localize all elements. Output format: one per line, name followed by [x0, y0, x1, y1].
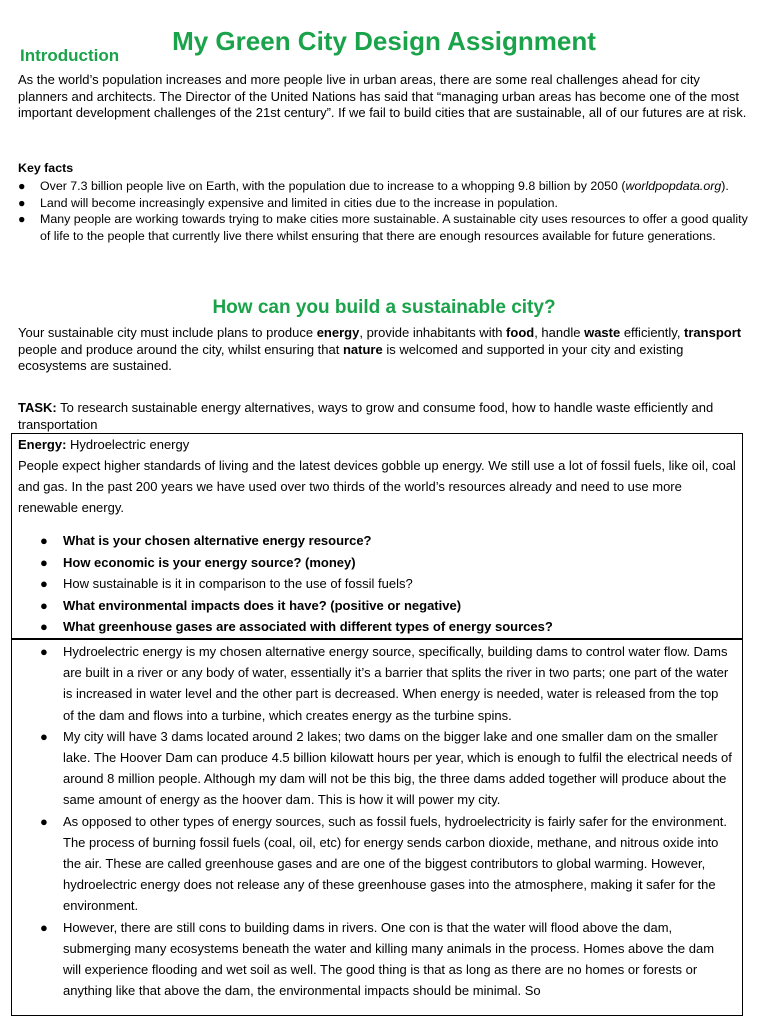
list-item — [18, 616, 736, 638]
list-item — [18, 811, 732, 917]
bullet-icon: ● — [18, 195, 26, 210]
task-label: TASK: — [18, 400, 57, 415]
bullet-icon: ● — [40, 576, 48, 591]
key-fact-after: ). — [721, 179, 729, 193]
energy-paragraph: People expect higher standards of living and the latest devices gobble up energy. We still use a lot of fossil fuels, like oil, coal and gas. In the past 200 years we have used over two thirds of the world’s resources already and need to use more renewable energy. — [18, 458, 736, 515]
bullet-icon: ● — [40, 813, 48, 829]
energy-label: Energy: — [18, 437, 67, 452]
bullet-icon: ● — [40, 728, 48, 744]
task-text: To research sustainable energy alternatives, ways to grow and consume food, how to handle waste efficiently and transportation — [18, 400, 714, 432]
question-text: What is your chosen alternative energy resource? — [63, 533, 372, 548]
list-item — [18, 178, 748, 195]
bullet-icon: ● — [40, 644, 48, 659]
answers-list — [18, 641, 732, 1001]
task-paragraph — [18, 400, 753, 433]
answer-text: My city will have 3 dams located around 2 lakes; two dams on the bigger lake and one smaller dam on the smaller lake. The Hoover Dam can produce 4.5 billion kilowatt hours per year, which is enough to fulfil the electrical needs of around 8 million people. Although my dam will not be this big, the three dams added together will produce about the same amount of energy as the hoover dam. This is how it will power my city. — [63, 728, 732, 808]
answer-text: Hydroelectric energy is my chosen alternative energy source, specifically, building dams to control water flow. Dams are built in a river or any body of water, essentially it’s a barrier that splits the river in two parts; one part of the water is increased in water level and the other part is decreased. When energy is needed, water is released from the top of the dam and flows into a turbine, which creates energy as the turbine spins. — [63, 644, 729, 723]
list-item — [18, 726, 732, 811]
keyword-energy: energy — [316, 325, 360, 340]
key-fact-text: Land will become increasingly expensive and limited in cities due to the increase in population. — [40, 195, 558, 210]
text-segment: people and produce around the city, whilst ensuring that — [18, 341, 343, 357]
list-item — [18, 595, 736, 617]
bullet-icon: ● — [18, 179, 26, 193]
list-item — [18, 573, 736, 595]
bullet-icon: ● — [40, 554, 48, 570]
section-heading: How can you build a sustainable city? — [212, 297, 556, 318]
keyword-nature: nature — [342, 341, 383, 357]
text-segment: , handle — [534, 325, 585, 340]
energy-questions-list — [18, 530, 736, 638]
question-text: What environmental impacts does it have? (positive or negative) — [63, 597, 462, 613]
keyword-waste: waste — [584, 325, 621, 340]
list-item — [18, 641, 732, 726]
energy-topic-text: Hydroelectric energy — [66, 437, 190, 452]
text-segment: , provide inhabitants with — [359, 325, 507, 340]
keyword-transport: transport — [684, 325, 742, 340]
list-item — [18, 917, 732, 1002]
list-item — [18, 530, 736, 552]
key-fact-text: Many people are working towards trying to make cities more sustainable. A sustainable city uses resources to offer a good quality of life to the people that currently live there whilst ensuring that there are enough resources available for future generations. — [40, 212, 748, 243]
list-item — [18, 552, 736, 574]
text-segment: is welcomed and supported in your city and existing ecosystems are sustained. — [18, 341, 684, 373]
energy-topic — [18, 434, 736, 455]
question-text: What greenhouse gases are associated with different types of energy sources? — [63, 619, 553, 634]
bullet-icon: ● — [40, 919, 48, 935]
question-text: How sustainable is it in comparison to the use of fossil fuels? — [63, 576, 413, 591]
question-text: How economic is your energy source? (money) — [63, 554, 356, 570]
key-fact-source: worldpopdata.org — [625, 179, 722, 193]
text-segment: efficiently, — [620, 325, 685, 340]
energy-box — [11, 433, 743, 640]
bullet-icon: ● — [40, 597, 48, 613]
answer-box — [11, 638, 743, 1016]
answer-text: However, there are still cons to building dams in rivers. One con is that the water will flood above the dam, submerging many ecosystems beneath the water and killing many animals in the process. Homes above the dam will experience flooding and wet soil as well. The good thing is that as long as there are no homes or forests or anything like that above the dam, the environmental impacts should be minimal. So — [63, 919, 715, 999]
bullet-icon: ● — [40, 533, 48, 548]
key-fact-text: Over 7.3 billion people live on Earth, with the population due to increase to a whopping 9.8 billion by 2050 ( — [40, 179, 626, 193]
list-item — [18, 211, 748, 244]
bullet-icon: ● — [40, 619, 48, 634]
text-segment: Your sustainable city must include plans to produce — [18, 325, 317, 340]
introduction-heading: Introduction — [20, 46, 120, 65]
list-item — [18, 195, 748, 212]
intro-paragraph: As the world’s population increases and more people live in urban areas, there are some real challenges ahead for city planners and architects. The Director of the United Nations has said that “managing urban areas has become one of the most important development challenges of the 21st century”. If we fail to build cities that are sustainable, all of our futures are at risk. — [18, 72, 747, 120]
key-facts-label: Key facts — [18, 161, 74, 175]
answer-text: As opposed to other types of energy sources, such as fossil fuels, hydroelectricity is fairly safer for the environment. The process of burning fossil fuels (coal, oil, etc) for energy sends carbon dioxide, methane, and nitrous oxide into the air. These are called greenhouse gases and are one of the biggest contributors to global warming. However, hydroelectric energy does not release any of these greenhouse gases into the atmosphere, making it safer for the environment. — [63, 813, 728, 914]
sustainable-city-paragraph — [18, 325, 753, 375]
keyword-food: food — [506, 325, 535, 340]
page-title: My Green City Design Assignment — [172, 26, 596, 56]
key-facts-list — [18, 178, 748, 244]
bullet-icon: ● — [18, 212, 26, 227]
